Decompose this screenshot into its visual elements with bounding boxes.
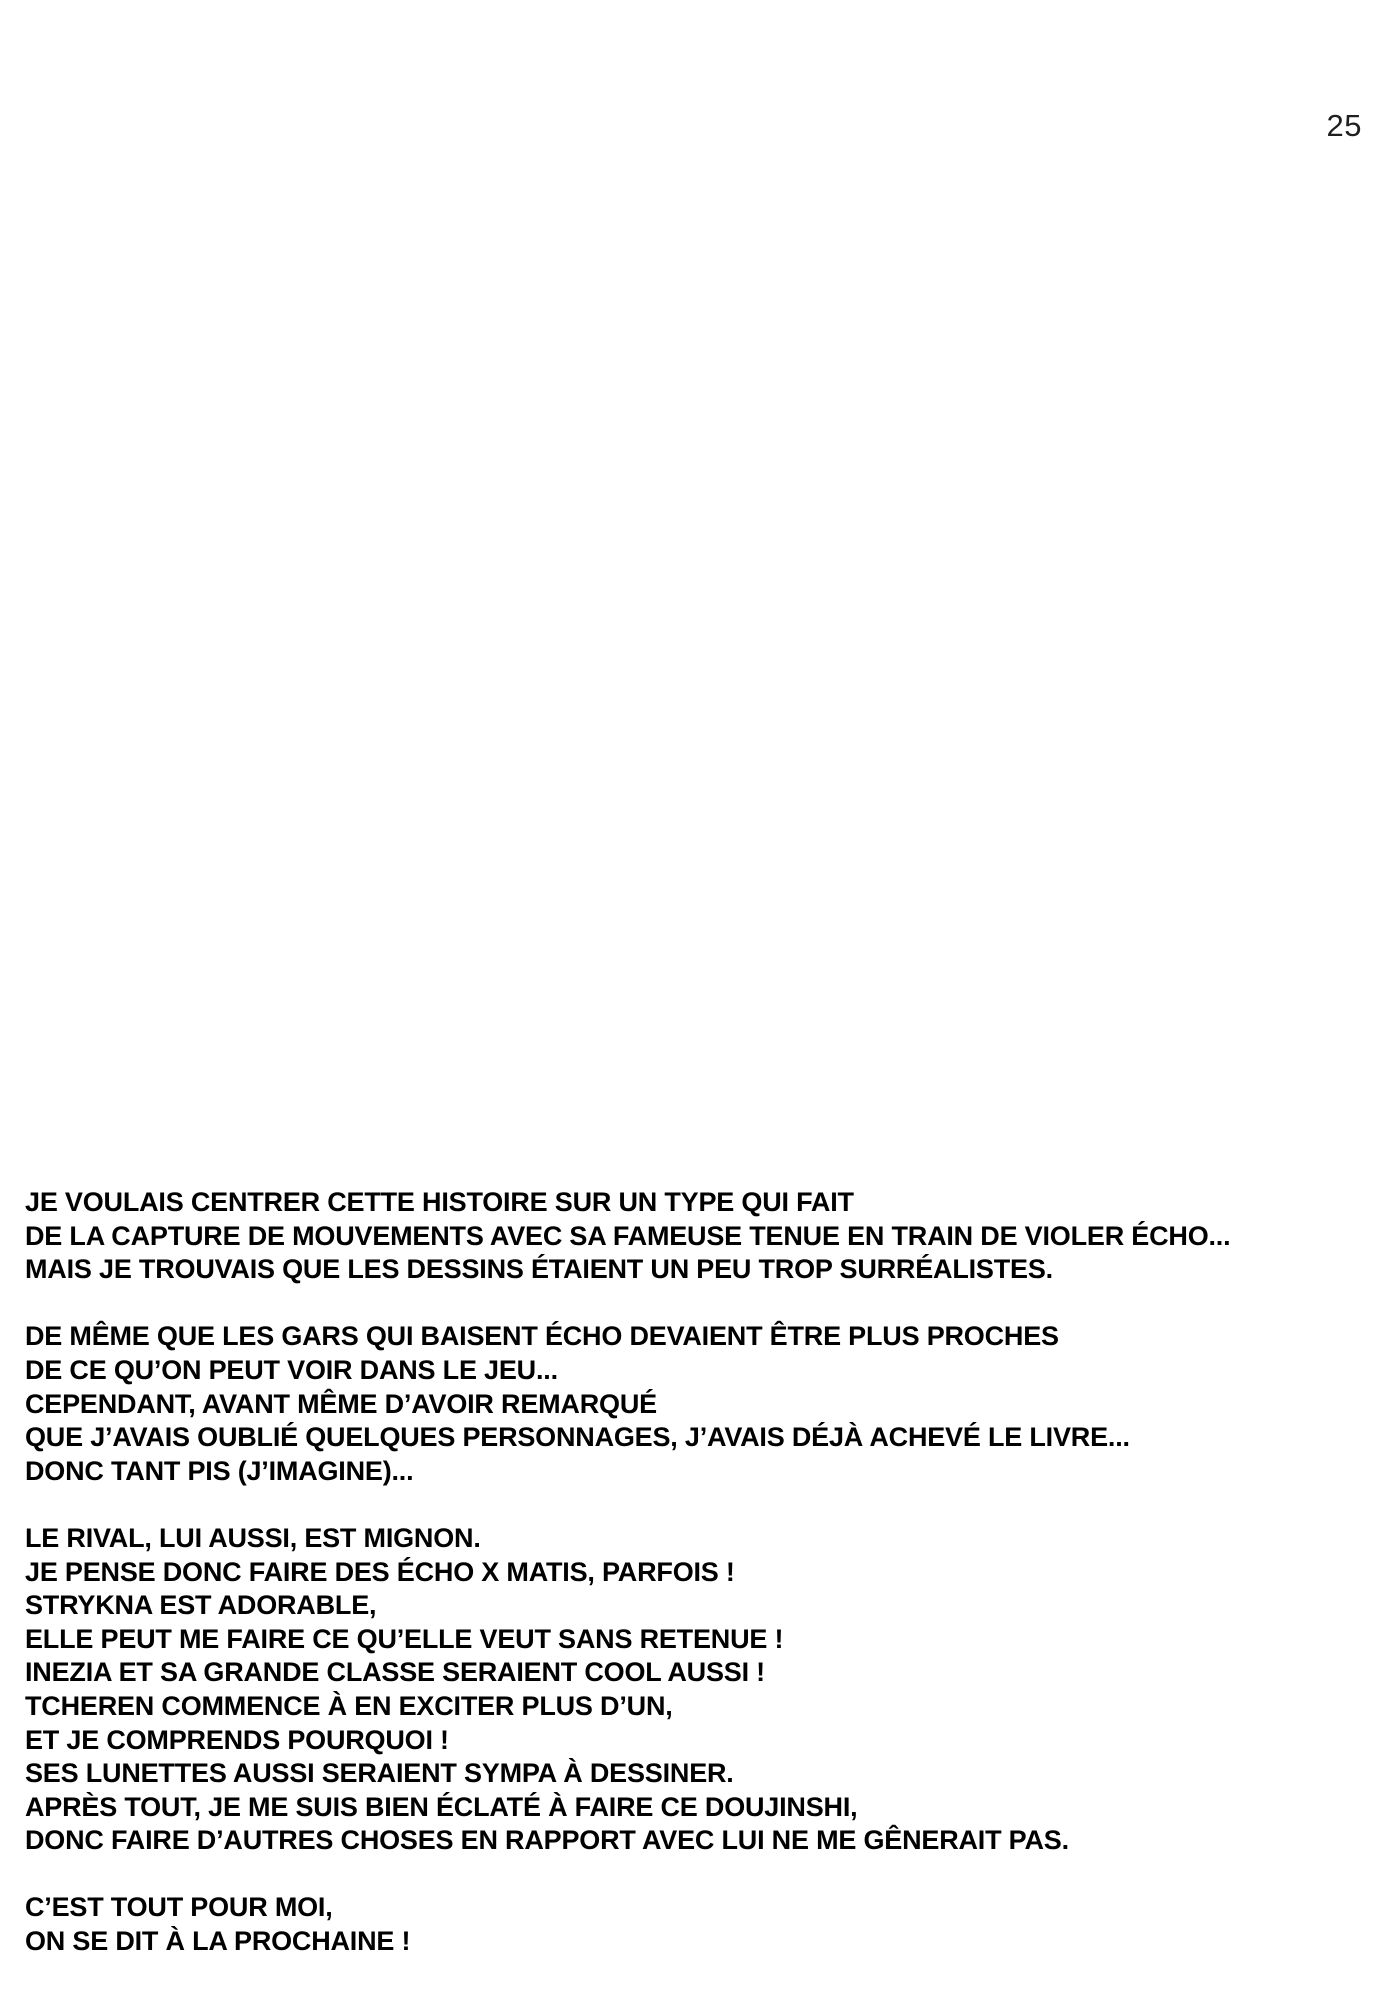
afterword-paragraph-2 [25, 1320, 1230, 1488]
text-line: CEPENDANT, AVANT MÊME D’AVOIR REMARQUÉ [25, 1388, 657, 1419]
text-line: DONC FAIRE D’AUTRES CHOSES EN RAPPORT AVEC LUI NE ME GÊNERAIT PAS. [25, 1825, 1069, 1856]
text-line: ELLE PEUT ME FAIRE CE QU’ELLE VEUT SANS RETENUE ! [25, 1623, 784, 1654]
text-line: LE RIVAL, LUI AUSSI, EST MIGNON. [25, 1522, 481, 1553]
text-line: DE MÊME QUE LES GARS QUI BAISENT ÉCHO DEVAIENT ÊTRE PLUS PROCHES [25, 1321, 1059, 1352]
text-line: JE VOULAIS CENTRER CETTE HISTOIRE SUR UN TYPE QUI FAIT [25, 1187, 854, 1217]
text-line: DE CE QU’ON PEUT VOIR DANS LE JEU... [25, 1354, 558, 1385]
text-line: C’EST TOUT POUR MOI, [25, 1892, 333, 1923]
afterword-paragraph-4 [25, 1891, 1230, 1958]
text-line: SES LUNETTES AUSSI SERAIENT SYMPA À DESSINER. [25, 1758, 734, 1789]
text-line: APRÈS TOUT, JE ME SUIS BIEN ÉCLATÉ À FAIRE CE DOUJINSHI, [25, 1791, 858, 1822]
text-line: JE PENSE DONC FAIRE DES ÉCHO X MATIS, PARFOIS ! [25, 1556, 735, 1587]
text-line: STRYKNA EST ADORABLE, [25, 1590, 377, 1621]
text-line: QUE J’AVAIS OUBLIÉ QUELQUES PERSONNAGES, J’AVAIS DÉJÀ ACHEVÉ LE LIVRE... [25, 1422, 1130, 1453]
text-line: DE LA CAPTURE DE MOUVEMENTS AVEC SA FAMEUSE TENUE EN TRAIN DE VIOLER ÉCHO... [25, 1220, 1231, 1251]
afterword-text-block [25, 1186, 1230, 1959]
text-line: INEZIA ET SA GRANDE CLASSE SERAIENT COOL AUSSI ! [25, 1657, 765, 1688]
page-number: 25 [1326, 108, 1362, 143]
text-line: TCHEREN COMMENCE À EN EXCITER PLUS D’UN, [25, 1690, 673, 1721]
text-line: ON SE DIT À LA PROCHAINE ! [25, 1926, 411, 1957]
text-line: ET JE COMPRENDS POURQUOI ! [25, 1724, 449, 1755]
afterword-paragraph-3 [25, 1522, 1230, 1858]
text-line: DONC TANT PIS (J’IMAGINE)... [25, 1455, 414, 1486]
afterword-paragraph-1 [25, 1186, 1230, 1287]
text-line: MAIS JE TROUVAIS QUE LES DESSINS ÉTAIENT UN PEU TROP SURRÉALISTES. [25, 1254, 1053, 1285]
